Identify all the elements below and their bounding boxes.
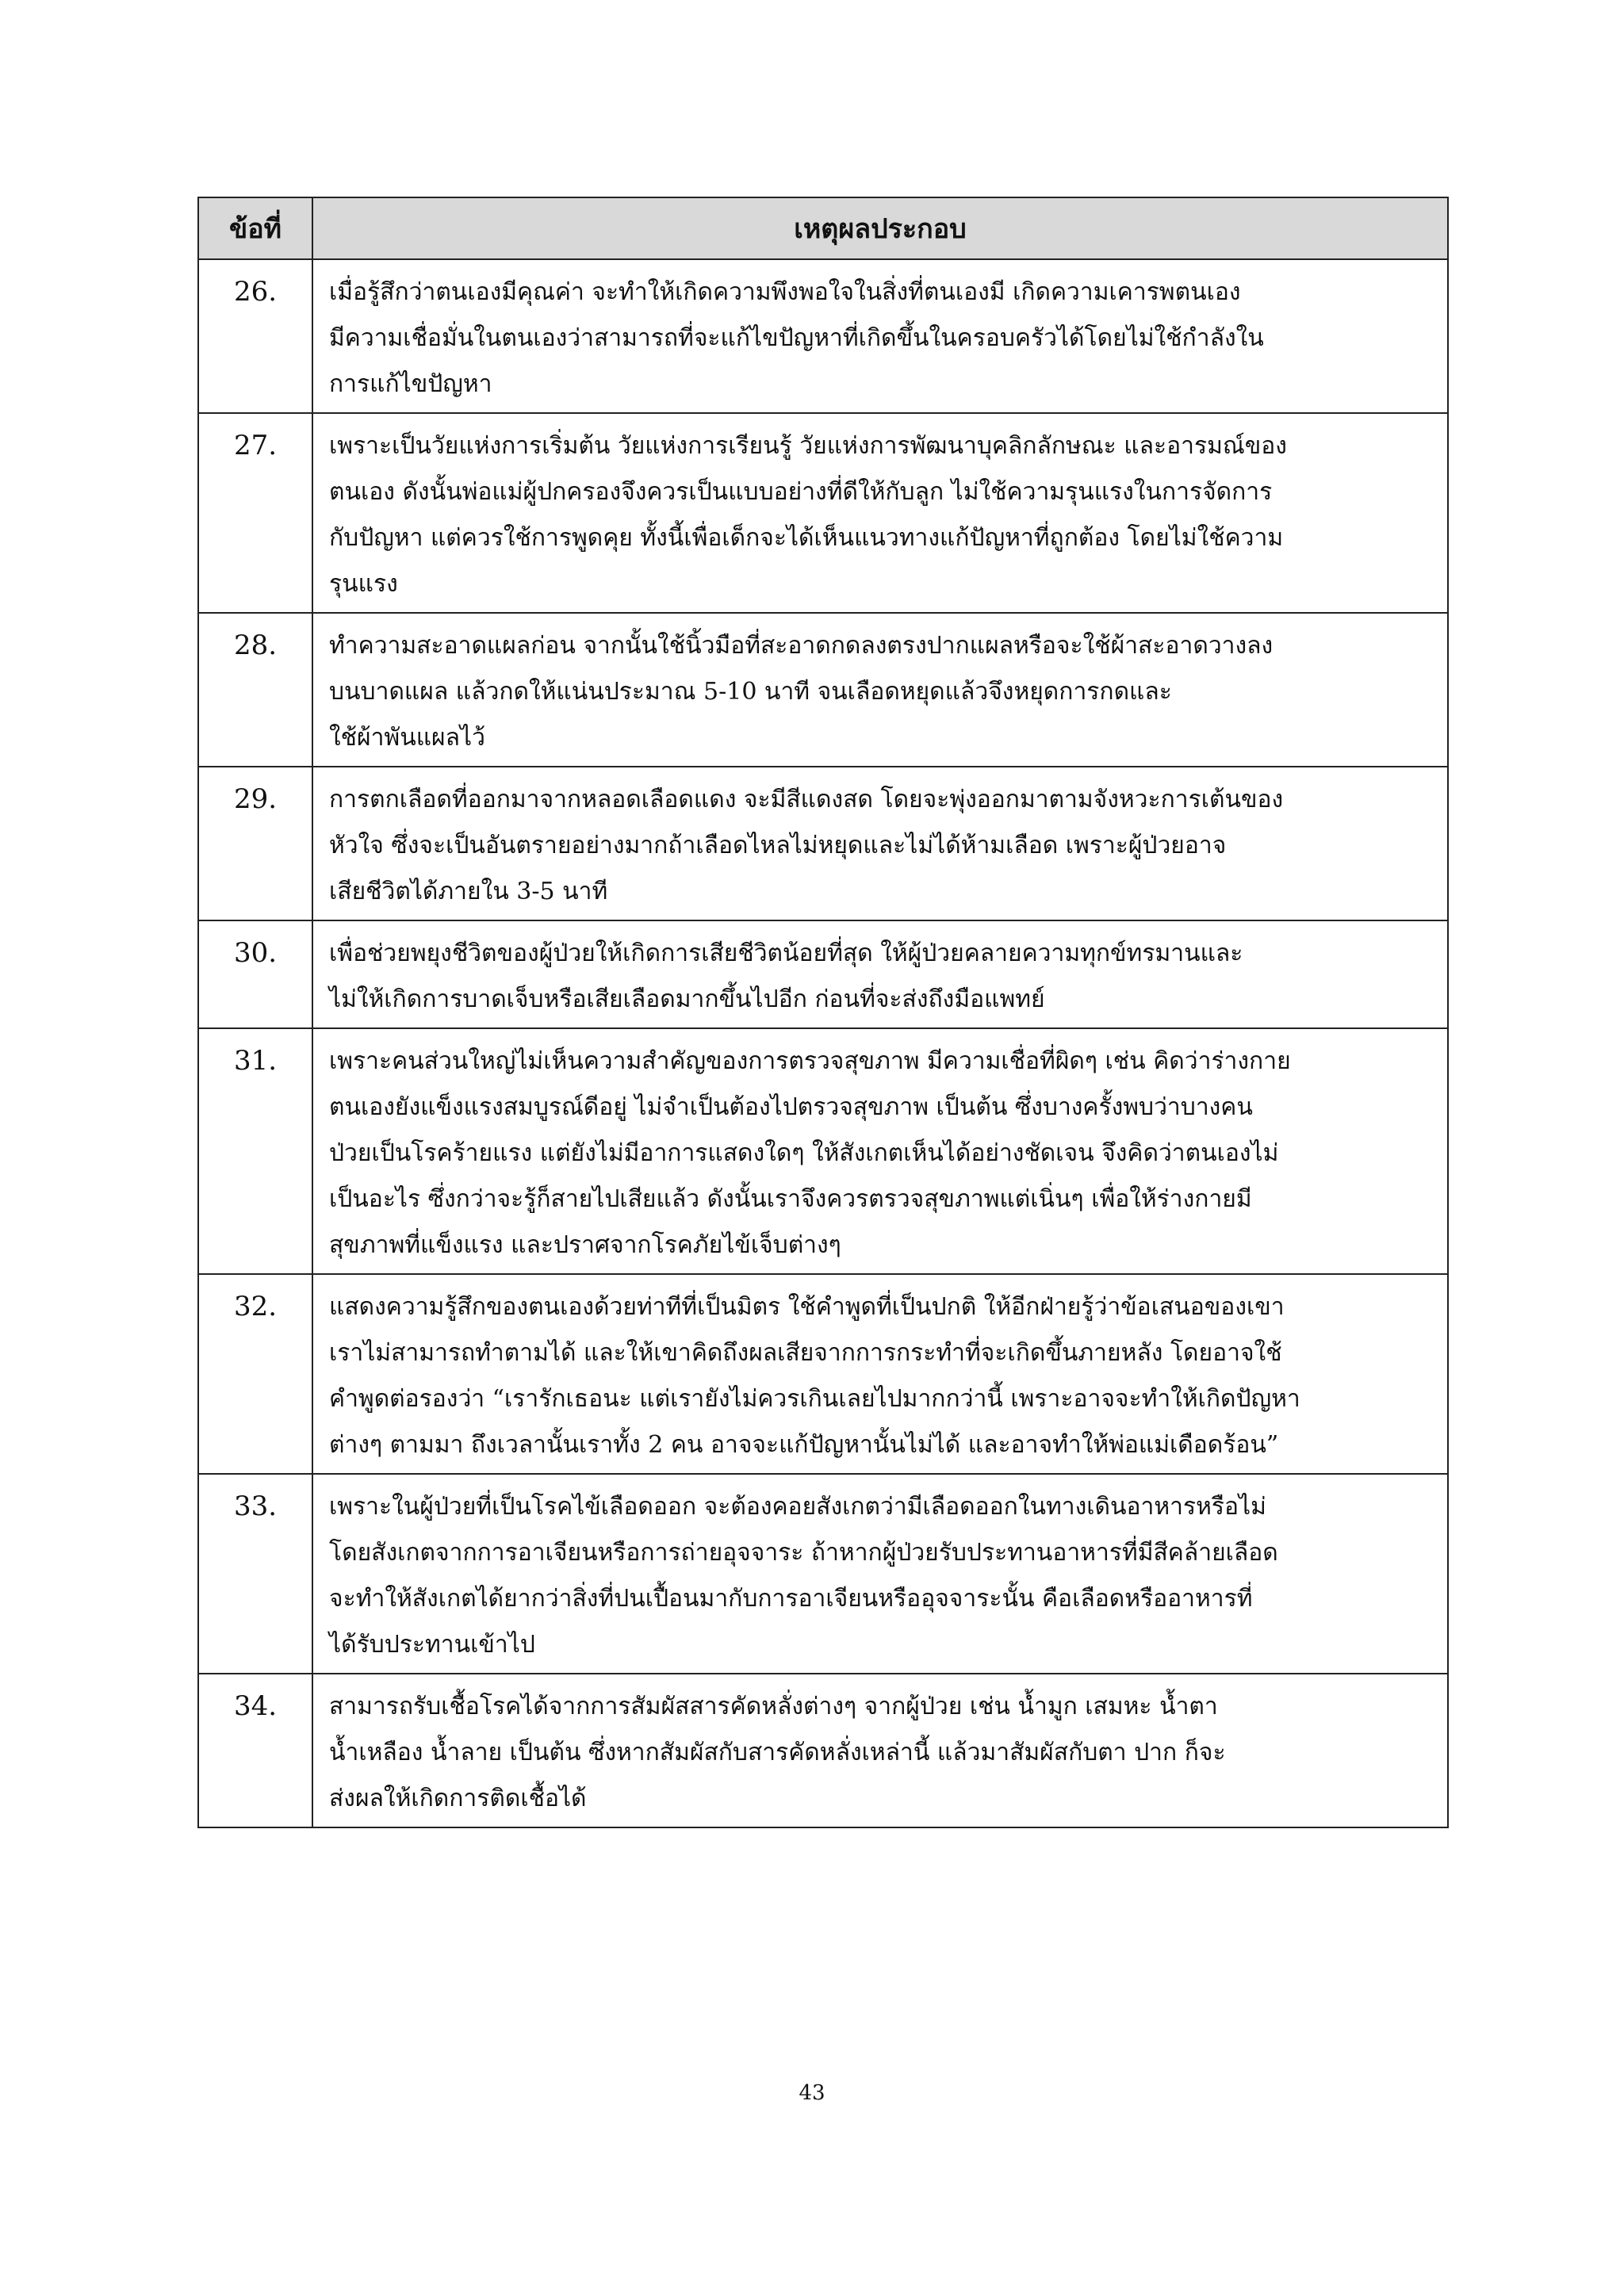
reason-line: ตนเองยังแข็งแรงสมบูรณ์ดีอยู่ ไม่จำเป็นต้องไปตรวจสุขภาพ เป็นต้น ซึ่งบางครั้งพบว่าบางคน [329, 1093, 1253, 1121]
row-number: 27. [198, 413, 312, 613]
reason-line: คำพูดต่อรองว่า “เรารักเธอนะ แต่เรายังไม่ควรเกินเลยไปมากกว่านี้ เพราะอาจจะทำให้เกิดปัญหา [329, 1385, 1300, 1413]
reasons-table [197, 197, 1449, 1828]
reason-line: การตกเลือดที่ออกมาจากหลอดเลือดแดง จะมีสีแดงสด โดยจะพุ่งออกมาตามจังหวะการเต้นของ [329, 786, 1284, 813]
table-row [198, 1474, 1448, 1674]
reason-line: เพื่อช่วยพยุงชีวิตของผู้ป่วยให้เกิดการเสียชีวิตน้อยที่สุด ให้ผู้ป่วยคลายความทุกข์ทรมานและ [329, 939, 1243, 967]
reason-line: ได้รับประทานเข้าไป [329, 1631, 535, 1659]
row-reason [312, 413, 1448, 613]
reason-line: หัวใจ ซึ่งจะเป็นอันตรายอย่างมากถ้าเลือดไหลไม่หยุดและไม่ได้ห้ามเลือด เพราะผู้ป่วยอาจ [329, 832, 1227, 859]
table-row [198, 1674, 1448, 1827]
row-number: 32. [198, 1274, 312, 1474]
reason-line: ใช้ผ้าพันแผลไว้ [329, 724, 485, 752]
reason-line: มีความเชื่อมั่นในตนเองว่าสามารถที่จะแก้ไขปัญหาที่เกิดขึ้นในครอบครัวได้โดยไม่ใช้กำลังใน [329, 324, 1264, 352]
reason-line: จะทำให้สังเกตได้ยากว่าสิ่งที่ปนเปื้อนมากับการอาเจียนหรืออุจจาระนั้น คือเลือดหรืออาหารที่ [329, 1585, 1253, 1613]
reason-line: ป่วยเป็นโรคร้ายแรง แต่ยังไม่มีอาการแสดงใดๆ ให้สังเกตเห็นได้อย่างชัดเจน จึงคิดว่าตนเองไม่ [329, 1139, 1279, 1167]
reason-line: สุขภาพที่แข็งแรง และปราศจากโรคภัยไข้เจ็บต่างๆ [329, 1231, 841, 1259]
reason-line: เราไม่สามารถทำตามได้ และให้เขาคิดถึงผลเสียจากการกระทำที่จะเกิดขึ้นภายหลัง โดยอาจใช้ [329, 1339, 1282, 1367]
row-number: 28. [198, 613, 312, 767]
row-reason [312, 920, 1448, 1028]
row-reason [312, 1674, 1448, 1827]
table-row [198, 1028, 1448, 1274]
reason-line: เมื่อรู้สึกว่าตนเองมีคุณค่า จะทำให้เกิดความพึงพอใจในสิ่งที่ตนเองมี เกิดความเคารพตนเอง [329, 278, 1241, 306]
row-number: 31. [198, 1028, 312, 1274]
table-row [198, 259, 1448, 413]
row-number: 29. [198, 767, 312, 920]
reason-line: สามารถรับเชื้อโรคได้จากการสัมผัสสารคัดหลั่งต่างๆ จากผู้ป่วย เช่น น้ำมูก เสมหะ น้ำตา [329, 1693, 1218, 1720]
reason-line: บนบาดแผล แล้วกดให้แน่นประมาณ 5-10 นาที จนเลือดหยุดแล้วจึงหยุดการกดและ [329, 678, 1172, 706]
header-item-number: ข้อที่ [198, 197, 312, 259]
table-row [198, 1274, 1448, 1474]
row-number: 33. [198, 1474, 312, 1674]
reason-line: เสียชีวิตได้ภายใน 3-5 นาที [329, 878, 608, 905]
reason-line: รุนแรง [329, 570, 398, 598]
reason-line: แสดงความรู้สึกของตนเองด้วยท่าทีที่เป็นมิตร ใช้คำพูดที่เป็นปกติ ให้อีกฝ่ายรู้ว่าข้อเสนอของเขา [329, 1293, 1285, 1321]
table-row [198, 613, 1448, 767]
header-reason: เหตุผลประกอบ [312, 197, 1448, 259]
page-number: 43 [799, 2081, 825, 2105]
reason-line: โดยสังเกตจากการอาเจียนหรือการถ่ายอุจจาระ ถ้าหากผู้ป่วยรับประทานอาหารที่มีสีคล้ายเลือด [329, 1539, 1278, 1567]
row-reason [312, 613, 1448, 767]
reason-line: ทำความสะอาดแผลก่อน จากนั้นใช้นิ้วมือที่สะอาดกดลงตรงปากแผลหรือจะใช้ผ้าสะอาดวางลง [329, 632, 1274, 660]
reason-line: เพราะในผู้ป่วยที่เป็นโรคไข้เลือดออก จะต้องคอยสังเกตว่ามีเลือดออกในทางเดินอาหารหรือไม่ [329, 1493, 1266, 1521]
row-number: 34. [198, 1674, 312, 1827]
reason-line: กับปัญหา แต่ควรใช้การพูดคุย ทั้งนี้เพื่อเด็กจะได้เห็นแนวทางแก้ปัญหาที่ถูกต้อง โดยไม่ใช้ความ [329, 524, 1284, 552]
reason-line: ตนเอง ดังนั้นพ่อแม่ผู้ปกครองจึงควรเป็นแบบอย่างที่ดีให้กับลูก ไม่ใช้ความรุนแรงในการจัดการ [329, 478, 1273, 506]
reason-line: น้ำเหลือง น้ำลาย เป็นต้น ซึ่งหากสัมผัสกับสารคัดหลั่งเหล่านี้ แล้วมาสัมผัสกับตา ปาก ก็จะ [329, 1739, 1226, 1766]
table-header-row [198, 197, 1448, 259]
table-row [198, 413, 1448, 613]
reason-line: การแก้ไขปัญหา [329, 370, 492, 398]
reason-line: ต่างๆ ตามมา ถึงเวลานั้นเราทั้ง 2 คน อาจจะแก้ปัญหานั้นไม่ได้ และอาจทำให้พ่อแม่เดือดร้อน” [329, 1431, 1279, 1459]
reason-line: ไม่ให้เกิดการบาดเจ็บหรือเสียเลือดมากขึ้นไปอีก ก่อนที่จะส่งถึงมือแพทย์ [329, 985, 1045, 1013]
reason-line: เป็นอะไร ซึ่งกว่าจะรู้ก็สายไปเสียแล้ว ดังนั้นเราจึงควรตรวจสุขภาพแต่เนิ่นๆ เพื่อให้ร่างกายมี [329, 1185, 1252, 1213]
table-row [198, 920, 1448, 1028]
table-body [198, 259, 1448, 1827]
row-number: 26. [198, 259, 312, 413]
row-number: 30. [198, 920, 312, 1028]
row-reason [312, 1474, 1448, 1674]
reason-line: เพราะคนส่วนใหญ่ไม่เห็นความสำคัญของการตรวจสุขภาพ มีความเชื่อที่ผิดๆ เช่น คิดว่าร่างกาย [329, 1047, 1291, 1075]
table-row [198, 767, 1448, 920]
reason-line: เพราะเป็นวัยแห่งการเริ่มต้น วัยแห่งการเรียนรู้ วัยแห่งการพัฒนาบุคลิกลักษณะ และอารมณ์ของ [329, 432, 1287, 460]
row-reason [312, 1028, 1448, 1274]
row-reason [312, 259, 1448, 413]
reason-line: ส่งผลให้เกิดการติดเชื้อได้ [329, 1785, 587, 1812]
row-reason [312, 767, 1448, 920]
row-reason [312, 1274, 1448, 1474]
